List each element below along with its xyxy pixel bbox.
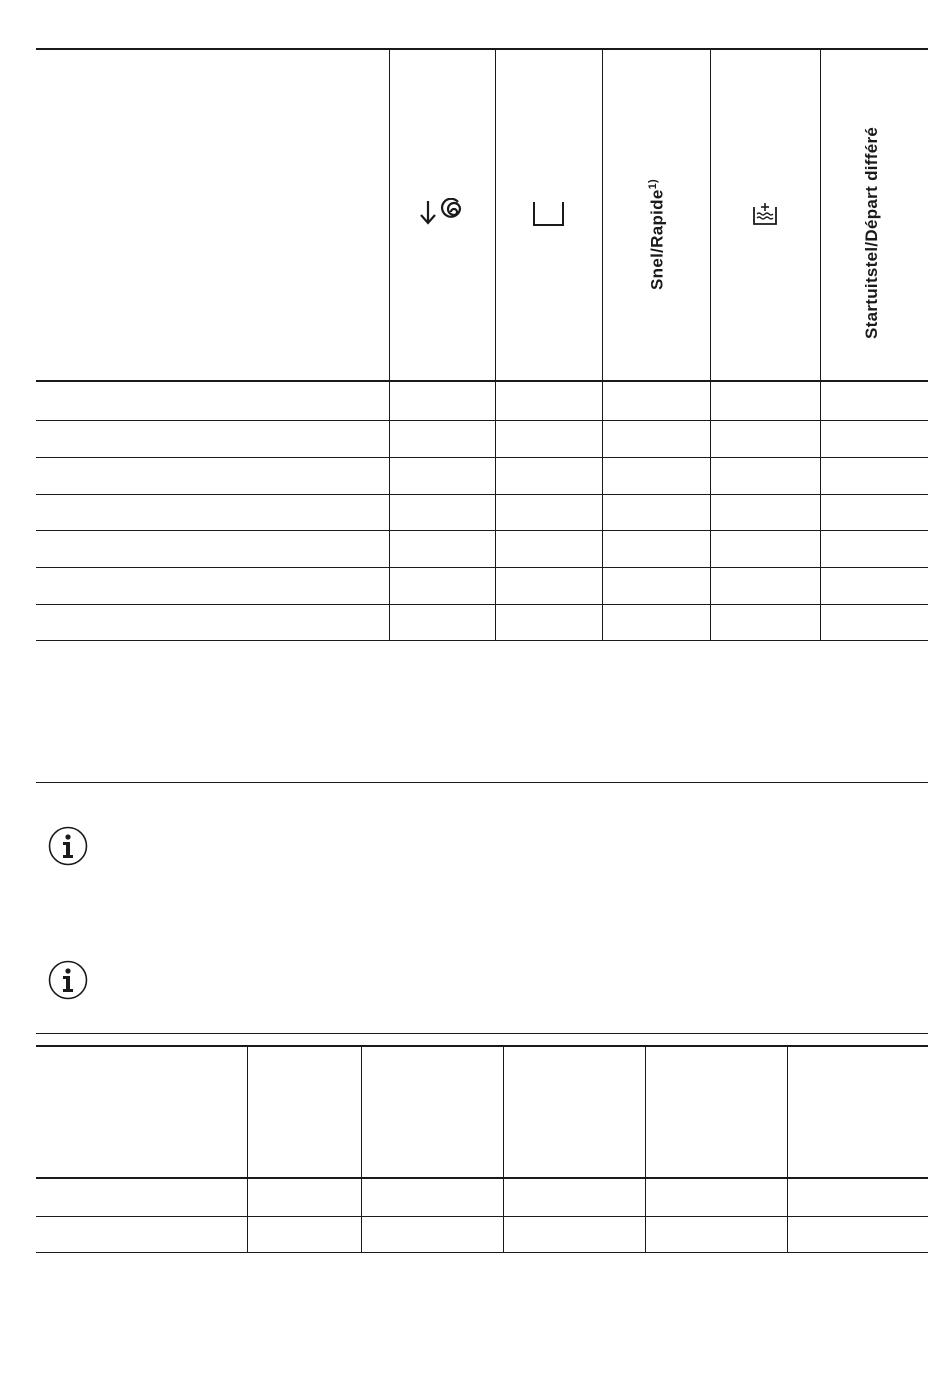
info-icon	[48, 960, 88, 1000]
section-divider	[36, 1033, 928, 1034]
spin-speed-reduce-icon	[418, 198, 466, 233]
rinse-hold-icon	[532, 200, 566, 233]
section-divider	[36, 782, 928, 783]
quick-column-header: Snel/Rapide$^{1)}$	[647, 179, 667, 290]
delay-start-column-header: Startuitstel/Départ différé	[862, 126, 881, 339]
extra-water-icon	[751, 200, 779, 233]
info-icon	[48, 826, 88, 866]
